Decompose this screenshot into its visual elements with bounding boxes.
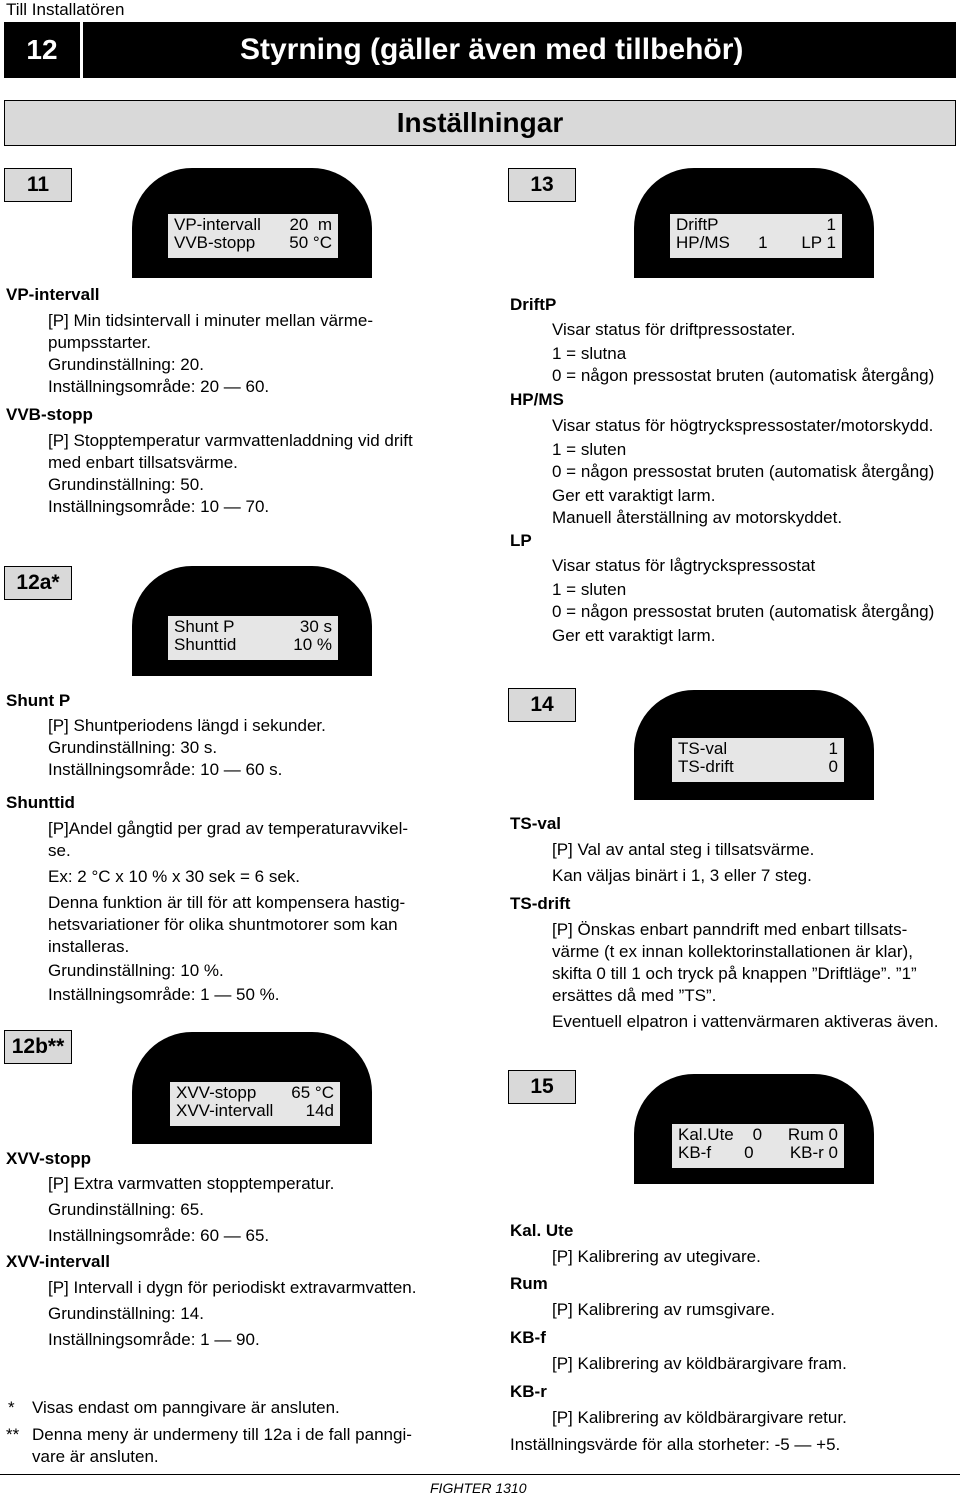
ts-drift-heading: TS-drift [510, 894, 571, 913]
footnote-1: Visas endast om panngivare är ansluten. [32, 1398, 340, 1417]
menu-11-number: 11 [4, 168, 72, 202]
kb-f-heading: KB-f [510, 1328, 546, 1347]
menu-13-number: 13 [508, 168, 576, 202]
lcd-display-13 [634, 168, 874, 278]
rum-desc: [P] Kalibrering av rumsgivare. [552, 1300, 775, 1319]
vvb-stopp-desc: [P] Stopptemperatur varmvattenladdning vid drift med enbart tillsatsvärme. Grundinställning: 50. Inställningsområde: 10 — 70. [48, 431, 413, 516]
chapter-number: 12 [4, 22, 83, 78]
chapter-title-bar [4, 22, 956, 78]
kb-r-desc: [P] Kalibrering av köldbärargivare retur. [552, 1408, 847, 1427]
ts-drift-desc: [P] Önskas enbart panndrift med enbart tillsats- värme (t ex innan kollektorinstallationen är klar), skifta 0 till 1 och tryck på knappen ”Driftläge”. ”1” ersättes då med ”TS”. Eventuell elpatron i vattenvärmaren aktiveras även. [552, 920, 939, 1031]
lcd-screen: XVV-stopp 65 °C XVV-intervall 14d [170, 1082, 340, 1126]
lcd-display-15 [634, 1074, 874, 1184]
shunt-p-desc: [P] Shuntperiodens längd i sekunder. Grundinställning: 30 s. Inställningsområde: 10 — 60 s. [48, 716, 326, 779]
xvv-stopp-desc: [P] Extra varmvatten stopptemperatur. Grundinställning: 65. Inställningsområde: 60 — 65. [48, 1174, 335, 1245]
lcd-screen: VP-intervall 20 m VVB-stopp 50 °C [168, 214, 338, 258]
lcd-screen: Kal.Ute 0 Rum 0 KB-f 0 KB-r 0 [672, 1124, 844, 1168]
lcd-screen: DriftP 1 HP/MS 1 LP 1 [670, 214, 842, 258]
lp-heading: LP [510, 531, 532, 550]
menu-14-number: 14 [508, 688, 576, 722]
menu-12a-number: 12a* [4, 566, 72, 600]
driftp-desc: Visar status för driftpressostater. 1 = slutna 0 = någon pressostat bruten (automatisk återgång) [552, 320, 935, 385]
kb-f-desc: [P] Kalibrering av köldbärargivare fram. [552, 1354, 847, 1373]
lcd-display-12a [132, 566, 372, 676]
lcd-screen: Shunt P 30 s Shunttid 10 % [168, 616, 338, 660]
xvv-intervall-desc: [P] Intervall i dygn för periodiskt extravarmvatten. Grundinställning: 14. Inställningsområde: 1 — 90. [48, 1278, 417, 1349]
vp-intervall-heading: VP-intervall [6, 285, 100, 304]
kal-ute-desc: [P] Kalibrering av utegivare. [552, 1247, 761, 1266]
footnote-2-mark: ** [6, 1425, 20, 1444]
shunttid-desc: [P]Andel gångtid per grad av temperaturavvikel- se. Ex: 2 °C x 10 % x 30 sek = 6 sek. Denna funktion är till för att kompensera hastig- hetsvariationer för olika shuntmotorer som kan installeras. Grundinställning: 10 %. Inställningsområde: 1 — 50 %. [48, 819, 409, 1004]
calibration-range: Inställningsvärde för alla storheter: -5 — +5. [510, 1435, 841, 1454]
lcd-display-14 [634, 690, 874, 800]
rum-heading: Rum [510, 1274, 548, 1293]
lp-desc: Visar status för lågtryckspressostat 1 = sluten 0 = någon pressostat bruten (automatisk återgång) Ger ett varaktigt larm. [552, 556, 935, 645]
kal-ute-heading: Kal. Ute [510, 1221, 574, 1240]
footnote-2: Denna meny är undermeny till 12a i de fall panngi- vare är ansluten. [32, 1425, 412, 1466]
vp-intervall-desc: [P] Min tidsintervall i minuter mellan värme- pumpsstarter. Grundinställning: 20. Inställningsområde: 20 — 60. [48, 311, 373, 396]
footer-model: FIGHTER 1310 [430, 1480, 527, 1496]
vvb-stopp-heading: VVB-stopp [6, 405, 93, 424]
hpms-desc: Visar status för högtryckspressostater/motorskydd. 1 = sluten 0 = någon pressostat bruten (automatisk återgång) Ger ett varaktigt larm. Manuell återställning av motorskyddet. [552, 416, 935, 527]
hpms-heading: HP/MS [510, 390, 564, 409]
driftp-heading: DriftP [510, 295, 557, 314]
ts-val-desc: [P] Val av antal steg i tillsatsvärme. Kan väljas binärt i 1, 3 eller 7 steg. [552, 840, 815, 885]
footer-rule [0, 1474, 960, 1475]
xvv-intervall-heading: XVV-intervall [6, 1252, 110, 1271]
settings-title: Inställningar [4, 100, 956, 146]
lcd-screen: TS-val 1 TS-drift 0 [672, 738, 844, 782]
chapter-title: Styrning (gäller även med tillbehör) [240, 33, 744, 66]
menu-12b-number: 12b** [4, 1030, 72, 1064]
xvv-stopp-heading: XVV-stopp [6, 1149, 92, 1168]
shunttid-heading: Shunttid [6, 793, 75, 812]
kb-r-heading: KB-r [510, 1382, 547, 1401]
lcd-display-12b [132, 1032, 372, 1144]
shunt-p-heading: Shunt P [6, 691, 71, 710]
footnote-1-mark: * [8, 1398, 15, 1417]
ts-val-heading: TS-val [510, 814, 562, 833]
menu-15-number: 15 [508, 1070, 576, 1104]
header-label: Till Installatören [6, 0, 125, 19]
lcd-display-11 [132, 168, 372, 278]
